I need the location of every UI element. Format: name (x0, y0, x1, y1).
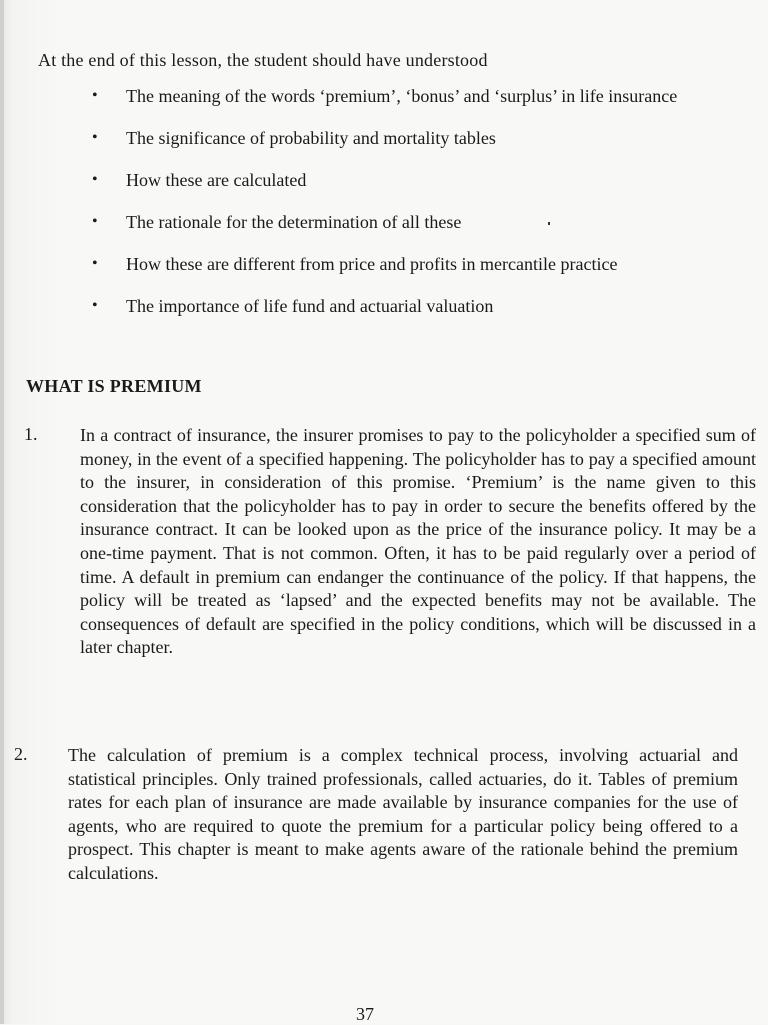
paragraph-number: 1. (24, 424, 38, 444)
section-heading: WHAT IS PREMIUM (26, 376, 202, 396)
bullet-icon: • (92, 129, 98, 146)
bullet-icon: • (92, 171, 98, 188)
bullet-icon: • (92, 297, 98, 314)
objective-item (88, 170, 768, 190)
paragraph-number: 2. (14, 744, 28, 764)
objective-text: How these are different from price and profits in mercantile practice (126, 254, 618, 274)
objective-item (88, 128, 768, 148)
paragraph-text: In a contract of insurance, the insurer promises to pay to the policyholder a specified sum of money, in the event of a specified happening. The policyholder has to pay a specified amount to the insurer, in consideration of this promise. ‘Premium’ is the name given to this consideration that the policyholder has to pay in order to secure the benefits offered by the insurance contract. It can be looked upon as the price of the insurance policy. It may be a one-time payment. That is not common. Often, it has to be paid regularly over a period of time. A default in premium can endanger the continuance of the policy. If that happens, the policy will be treated as ‘lapsed’ and the expected benefits may not be available. The consequences of default are specified in the policy conditions, which will be discussed in a later chapter. (80, 425, 756, 658)
objective-text: The rationale for the determination of all these (126, 212, 462, 232)
page-binding-edge (0, 0, 4, 1024)
objective-text: The meaning of the words ‘premium’, ‘bonus’ and ‘surplus’ in life insurance (126, 86, 678, 106)
objective-item (88, 86, 768, 106)
page-number: 37 (356, 1004, 374, 1024)
bullet-icon: • (92, 213, 98, 230)
bullet-icon: • (92, 87, 98, 104)
objective-text: The significance of probability and mortality tables (126, 128, 496, 148)
objective-text: How these are calculated (126, 170, 307, 190)
objective-item (88, 212, 768, 232)
paragraph-text: The calculation of premium is a complex technical process, involving actuarial and statistical principles. Only trained professionals, called actuaries, do it. Tables of premium rates for each plan of insurance are made available by insurance companies for the use of agents, who are required to quote the premium for a particular policy being offered to a prospect. This chapter is meant to make agents aware of the rationale behind the premium calculations. (68, 745, 738, 883)
lesson-intro: At the end of this lesson, the student should have understood (38, 50, 488, 70)
objective-item (88, 296, 768, 316)
objective-item (88, 254, 768, 274)
learning-objectives-list (88, 86, 768, 338)
print-speck (548, 222, 550, 225)
bullet-icon: • (92, 255, 98, 272)
objective-text: The importance of life fund and actuarial valuation (126, 296, 494, 316)
